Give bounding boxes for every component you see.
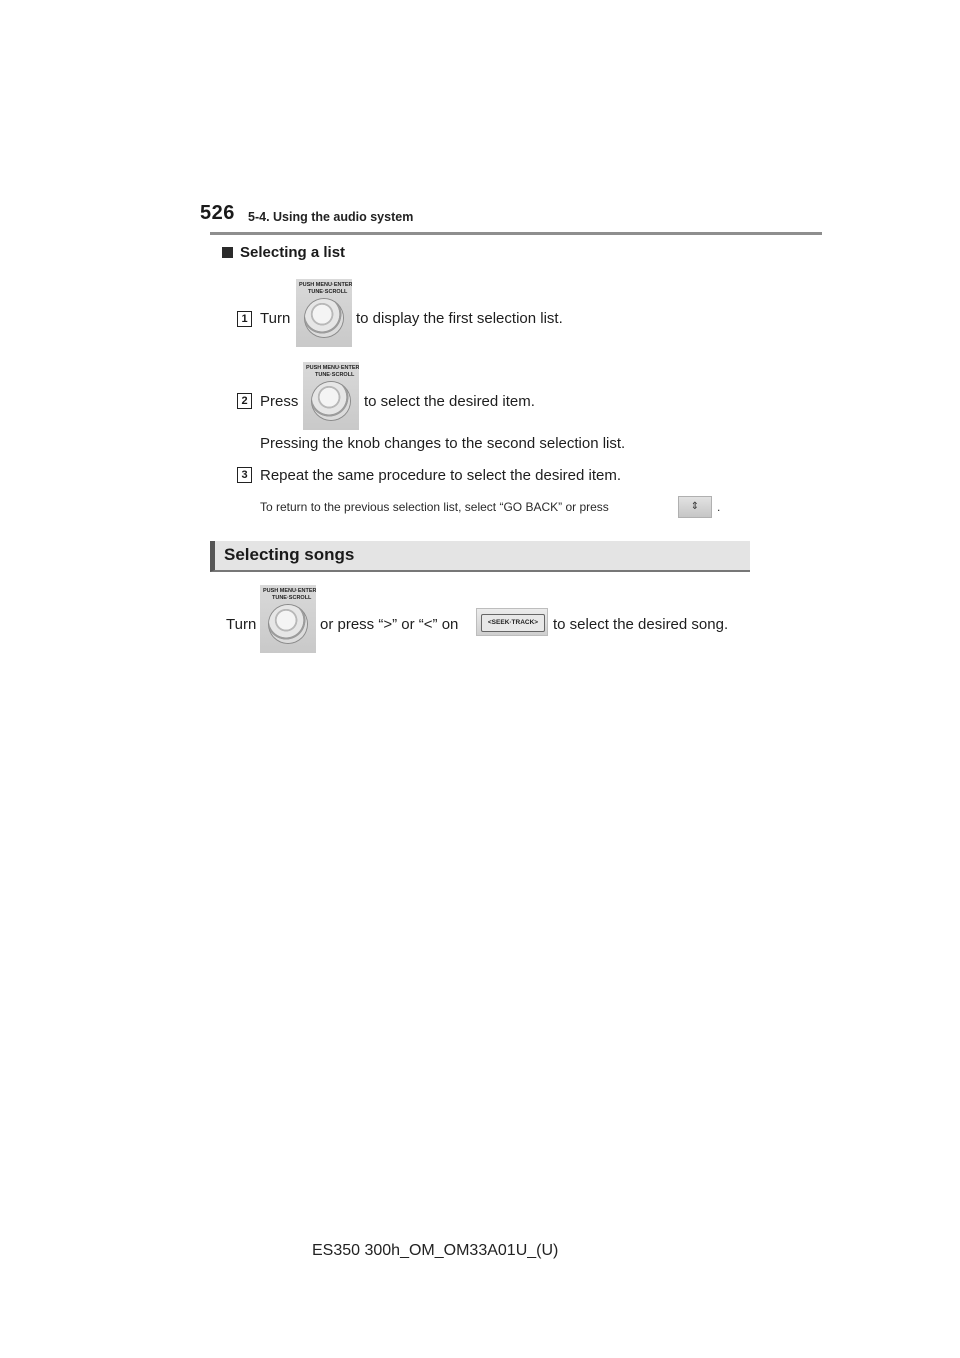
knob-dial-icon	[269, 605, 307, 643]
subheading-selecting-list	[222, 244, 345, 261]
page-number: 526	[200, 202, 235, 224]
step-3-text: Repeat the same procedure to select the desired item.	[260, 467, 622, 484]
back-button-image	[678, 496, 712, 518]
knob-label-top: PUSH MENU·ENTER	[263, 588, 316, 594]
step-badge-3: 3	[237, 467, 252, 483]
knob-label-bottom: TUNE·SCROLL	[272, 595, 312, 601]
back-note-period: .	[717, 500, 721, 514]
knob-image	[296, 279, 352, 347]
section-title: Selecting songs	[224, 545, 355, 564]
knob-label-top: PUSH MENU·ENTER	[299, 282, 352, 288]
section-path: 5-4. Using the audio system	[248, 210, 414, 224]
up-down-arrow-icon: ⇕	[690, 501, 700, 512]
header-rule	[210, 232, 822, 235]
footer-model-code: ES350 300h_OM_OM33A01U_(U)	[312, 1242, 559, 1259]
knob-label-top: PUSH MENU·ENTER	[306, 365, 359, 371]
step-2-text-before: Press	[260, 393, 299, 410]
step-2-note: Pressing the knob changes to the second selection list.	[260, 435, 626, 452]
songs-text-turn: Turn	[226, 616, 257, 633]
songs-text-end: to select the desired song.	[553, 616, 729, 633]
step-badge-1: 1	[237, 311, 252, 327]
seek-track-button-image	[476, 608, 548, 636]
knob-image	[260, 585, 316, 653]
knob-label-bottom: TUNE·SCROLL	[308, 289, 348, 295]
knob-image	[303, 362, 359, 430]
step-badge-2: 2	[237, 393, 252, 409]
subheading-text: Selecting a list	[240, 244, 346, 261]
step-1-text-before: Turn	[260, 310, 291, 327]
knob-dial-icon	[305, 299, 343, 337]
songs-text-middle: or press “>” or “<” on	[320, 616, 459, 633]
step-1-text-after: to display the first selection list.	[356, 310, 563, 327]
seek-track-label: <SEEK·TRACK>	[481, 614, 545, 632]
bullet-square-icon	[222, 247, 233, 258]
step-2-text-after: to select the desired item.	[364, 393, 535, 410]
knob-dial-icon	[312, 382, 350, 420]
knob-label-bottom: TUNE·SCROLL	[315, 372, 355, 378]
back-note-text: To return to the previous selection list, select “GO BACK” or press	[260, 500, 609, 514]
